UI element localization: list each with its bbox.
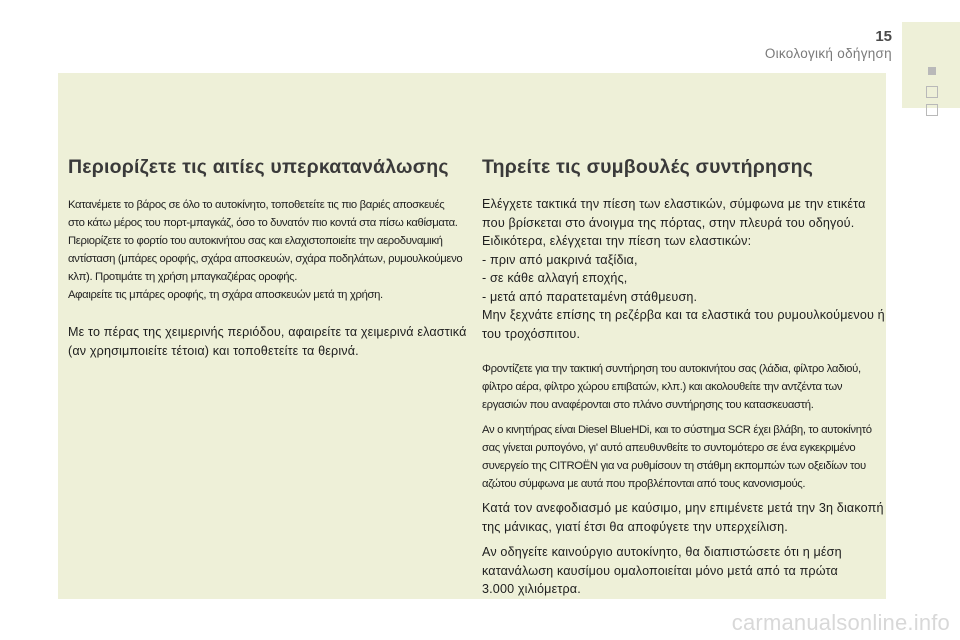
left-heading: Περιορίζετε τις αιτίες υπερκατανάλωσης <box>68 156 449 178</box>
right-paragraph-1 <box>482 195 885 343</box>
text-line: Κατά τον ανεφοδιασμό με καύσιμο, μην επιμένετε μετά την 3η διακοπή <box>482 501 884 515</box>
text-line: Ελέγχετε τακτικά την πίεση των ελαστικών, σύμφωνα με την ετικέτα <box>482 197 866 211</box>
text-line: Αν οδηγείτε καινούργιο αυτοκίνητο, θα διαπιστώσετε ότι η μέση <box>482 545 842 559</box>
text-line: του τροχόσπιτου. <box>482 326 581 341</box>
left-paragraph-1 <box>68 196 470 304</box>
text-line: 3.000 χιλιόμετρα. <box>482 582 581 596</box>
section-title: Οικολογική οδήγηση <box>764 46 892 61</box>
text-line: Περιορίζετε το φορτίο του αυτοκινήτου σας και ελαχιστοποιείτε την αεροδυναμική <box>68 235 443 247</box>
left-paragraph-2 <box>68 323 470 360</box>
list-item: - πριν από μακρινά ταξίδια, <box>482 252 638 267</box>
text-line: Αν ο κινητήρας είναι Diesel BlueHDi, και το σύστημα SCR έχει βλάβη, το αυτοκίνητό <box>482 424 872 436</box>
right-column <box>482 73 885 599</box>
text-line: Κατανέμετε το βάρος σε όλο το αυτοκίνητο, τοποθετείτε τις πιο βαριές αποσκευές <box>68 199 445 211</box>
text-line: σας γίνεται ρυπογόνο, γι' αυτό απευθυνθείτε το συντομότερο σε ένα εγκεκριμένο <box>482 442 856 454</box>
chapter-tab-strip <box>902 22 960 108</box>
right-heading: Τηρείτε τις συμβουλές συντήρησης <box>482 156 814 178</box>
text-line: κατανάλωση καυσίμου ομαλοποιείται μόνο μετά από τα πρώτα <box>482 563 838 578</box>
text-line: Φροντίζετε για την τακτική συντήρηση του αυτοκινήτου σας (λάδια, φίλτρο λαδιού, <box>482 363 861 375</box>
text-line: αντίσταση (μπάρες οροφής, σχάρα αποσκευών, σχάρα ποδηλάτων, ρυμουλκούμενο <box>68 253 463 265</box>
text-line: Με το πέρας της χειμερινής περιόδου, αφαιρείτε τα χειμερινά ελαστικά <box>68 325 467 339</box>
text-line: στο κάτω μέρος του πορτ-μπαγκάζ, όσο το δυνατόν πιο κοντά στα πίσω καθίσματα. <box>68 217 458 229</box>
text-line: Ειδικότερα, ελέγχεται την πίεση των ελαστικών: <box>482 234 752 248</box>
right-paragraph-5 <box>482 543 880 599</box>
chapter-marker-empty-2 <box>926 104 938 116</box>
left-column <box>68 73 470 360</box>
text-line: Μην ξεχνάτε επίσης τη ρεζέρβα και τα ελαστικά του ρυμουλκούμενου ή <box>482 308 885 322</box>
text-line: (αν χρησιμποιείτε τέτοια) και τοποθετείτε τα θερινά. <box>68 343 359 358</box>
content-panel <box>58 73 886 599</box>
page-number: 15 <box>875 28 892 45</box>
right-paragraph-4 <box>482 499 884 536</box>
text-line: αζώτου σύμφωνα με αυτά που προβλέπονται από τους κανονισμούς. <box>482 478 806 490</box>
text-line: που βρίσκεται στο άνοιγμα της πόρτας, στην πλευρά του οδηγού. <box>482 215 855 230</box>
list-item: - μετά από παρατεταμένη στάθμευση. <box>482 289 698 304</box>
text-line: εργασιών που αναφέρονται στο πλάνο συντήρησης του κατασκευαστή. <box>482 399 814 411</box>
right-paragraph-3 <box>482 421 880 493</box>
text-line: φίλτρο αέρα, φίλτρο χώρου επιβατών, κλπ.) και ακολουθείτε την αντζέντα των <box>482 381 843 393</box>
watermark: carmanualsonline.info <box>731 610 950 635</box>
text-line: της μάνικας, γιατί έτσι θα αποφύγετε την υπερχείλιση. <box>482 519 788 534</box>
chapter-marker-empty-1 <box>926 86 938 98</box>
list-item: - σε κάθε αλλαγή εποχής, <box>482 271 628 285</box>
text-line: κλπ). Προτιμάτε τη χρήση μπαγκαζιέρας οροφής. <box>68 271 298 283</box>
right-paragraph-2 <box>482 360 880 414</box>
text-line: συνεργείο της CITROËN για να ρυθμίσουν τη στάθμη εκπομπών των οξειδίων του <box>482 460 866 472</box>
chapter-marker-filled <box>928 67 936 75</box>
text-line: Αφαιρείτε τις μπάρες οροφής, τη σχάρα αποσκευών μετά τη χρήση. <box>68 289 383 301</box>
